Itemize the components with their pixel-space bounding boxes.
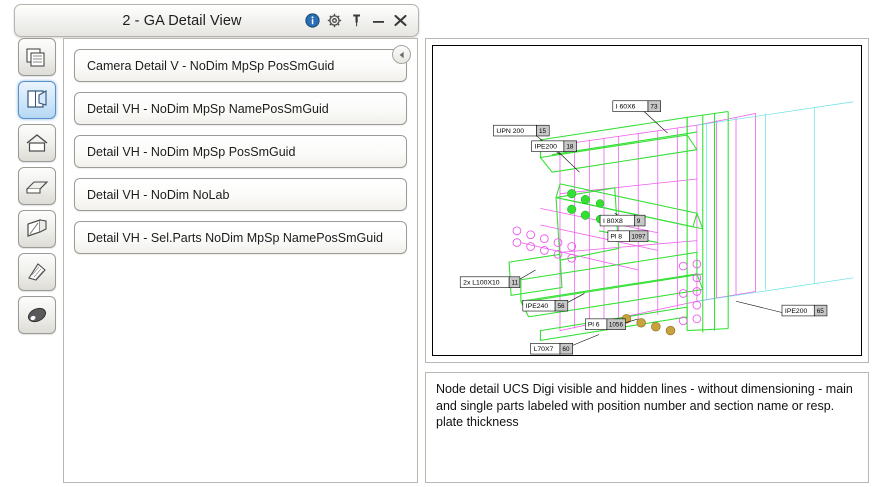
drawing-label: [585, 319, 625, 330]
drawing-label: [493, 125, 549, 136]
sidebar-item-plane-view[interactable]: [18, 210, 56, 248]
page-title: 2 - GA Detail View: [122, 12, 242, 29]
detail-drawing-canvas[interactable]: [432, 45, 862, 356]
svg-text:11: 11: [511, 279, 519, 287]
drawing-label: [608, 231, 648, 242]
list-item[interactable]: [74, 221, 407, 254]
list-item-label: Detail VH - NoDim MpSp PosSmGuid: [87, 144, 296, 159]
svg-text:IPE200: IPE200: [534, 143, 557, 151]
svg-text:IPE200: IPE200: [784, 307, 808, 315]
sidebar-item-eraser[interactable]: [18, 296, 56, 334]
steel-node-detail-drawing: [433, 46, 862, 356]
list-item[interactable]: [74, 178, 407, 211]
sidebar-item-shading[interactable]: [18, 253, 56, 291]
info-icon[interactable]: [305, 13, 320, 28]
list-item-label: Camera Detail V - NoDim MpSp PosSmGuid: [87, 58, 335, 73]
svg-text:UPN 200: UPN 200: [496, 128, 525, 136]
sidebar-icon-rail: [18, 38, 60, 334]
sidebar-item-ga-drawing[interactable]: [18, 38, 56, 76]
drawing-label: [531, 343, 573, 354]
svg-text:18: 18: [566, 143, 574, 151]
sidebar-item-house-view[interactable]: [18, 124, 56, 162]
svg-text:56: 56: [557, 303, 565, 311]
drawing-label: [782, 305, 827, 316]
detail-view-list: [64, 39, 417, 254]
pin-icon[interactable]: [349, 13, 364, 28]
svg-text:I 80X8: I 80X8: [603, 218, 623, 226]
sidebar-item-section-view[interactable]: [18, 167, 56, 205]
svg-text:IPE240: IPE240: [525, 303, 549, 311]
preview-panel: [425, 38, 869, 363]
svg-text:60: 60: [562, 346, 570, 354]
svg-text:I 60X6: I 60X6: [615, 103, 636, 111]
list-item-label: Detail VH - NoDim NoLab: [87, 187, 230, 202]
drawing-label: [532, 141, 577, 152]
description-text: Node detail UCS Digi visible and hidden lines - without dimensioning - main and single parts labeled with position number and section name or resp. plate thickness: [436, 382, 853, 429]
drawing-label: [460, 277, 520, 288]
svg-text:L70X7: L70X7: [533, 346, 554, 354]
list-item[interactable]: [74, 92, 407, 125]
svg-text:65: 65: [816, 307, 824, 315]
drawing-label: [613, 101, 661, 112]
svg-text:1097: 1097: [631, 233, 646, 241]
window-controls: [305, 13, 418, 28]
detail-view-list-panel: [63, 38, 418, 483]
list-item[interactable]: [74, 135, 407, 168]
chevron-left-icon: [398, 51, 406, 59]
svg-text:15: 15: [538, 128, 547, 136]
svg-text:Pl 8: Pl 8: [610, 233, 623, 241]
description-panel: [425, 372, 869, 483]
settings-gear-icon[interactable]: [327, 13, 342, 28]
list-item[interactable]: [74, 49, 407, 82]
collapse-panel-button[interactable]: [392, 45, 411, 64]
list-item-label: Detail VH - NoDim MpSp NamePosSmGuid: [87, 101, 329, 116]
svg-text:1056: 1056: [608, 321, 624, 329]
list-item-label: Detail VH - Sel.Parts NoDim MpSp NamePosSmGuid: [87, 230, 383, 245]
sidebar-item-ga-detail-view[interactable]: [18, 81, 56, 119]
drawing-label: [600, 215, 645, 226]
minimize-icon[interactable]: [371, 13, 386, 28]
window-title-bar: [14, 4, 419, 37]
svg-text:2x L100X10: 2x L100X10: [463, 279, 500, 287]
svg-text:9: 9: [636, 218, 641, 226]
svg-text:Pl 6: Pl 6: [587, 321, 600, 329]
drawing-label: [523, 300, 568, 311]
close-icon[interactable]: [393, 13, 408, 28]
svg-text:73: 73: [650, 103, 658, 111]
